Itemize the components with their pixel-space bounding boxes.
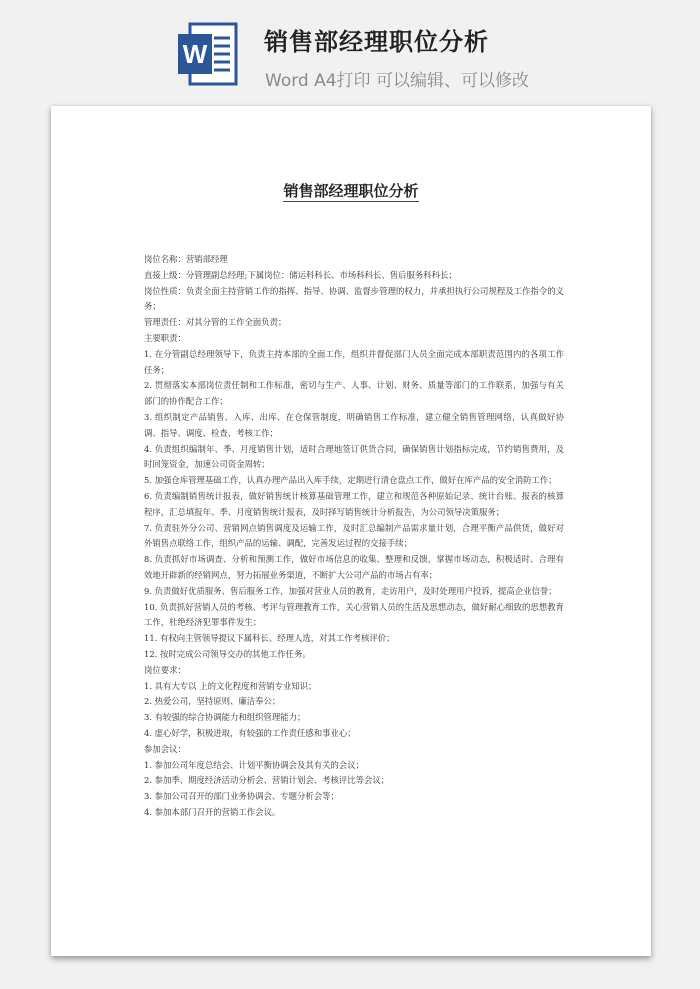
body-line: 3. 有较强的综合协调能力和组织管理能力；	[144, 712, 306, 723]
body-line: 岗位名称：营销部经理	[144, 254, 228, 264]
body-line: 参加会议：	[144, 743, 186, 754]
body-line: 4. 虚心好学，积极进取，有较强的工作责任感和事业心；	[144, 727, 356, 738]
body-line: 直接上级：分管理副总经理;下属岗位：储运科科长、市场科科长、售后服务科科长；	[144, 269, 457, 280]
word-document-icon	[176, 20, 240, 88]
body-line: 2. 参加季、期度经济活动分析会、营销计划会、考核评比等会议；	[144, 775, 390, 786]
body-line: 5. 加强仓库管理基础工作，认真办理产品出入库手续，定期进行清仓盘点工作，做好在库产品的安全消防工作；	[144, 475, 557, 486]
body-line: 12. 按时完成公司领导交办的其他工作任务。	[144, 648, 311, 659]
body-line: 2. 贯彻落实本部岗位责任制和工作标准，密切与生产、人事、计划、财务、质量等部门的工作联系，加强与有关部门的协作配合工作；	[144, 380, 564, 407]
body-line: 10. 负责抓好营销人员的考核、考评与管理教育工作，关心营销人员的生活及思想动态，做好耐心细致的思想教育工作，杜绝经济犯罪事件发生；	[144, 601, 564, 628]
body-line: 9. 负责做好优质服务、售后服务工作，加强对营业人员的教育，走访用户，及时处理用户投诉，提高企业信誉；	[144, 585, 557, 596]
header-subtitle: Word A4打印 可以编辑、可以修改	[265, 71, 529, 91]
document-title-text: 销售部经理职位分析	[283, 182, 419, 200]
body-line: 1. 参加公司年度总结会、计划平衡协调会及其有关的会议；	[144, 759, 365, 770]
word-icon-letter: W	[182, 39, 208, 69]
body-line: 11. 有权向主管领导提议下属科长、经理人选，对其工作考核评价；	[144, 633, 395, 644]
body-line: 4. 负责组织编制年、季、月度销售计划，适时合理地签订供货合同，确保销售计划指标完成，节约销售费用，及时回笼资金，加速公司资金周转；	[144, 443, 564, 470]
body-line: 2. 热爱公司，坚持原则、廉洁奉公；	[144, 696, 281, 707]
body-line: 岗位要求：	[144, 664, 186, 675]
header	[0, 0, 700, 105]
body-line: 主要职责：	[144, 332, 186, 343]
document-body	[144, 252, 564, 821]
body-line: 6. 负责编制销售统计报表，做好销售统计核算基础管理工作，建立和规范各种原始记录、统计台账、报表的核算程序，汇总填报年、季、月度销售统计报表，及时择写销售统计分析报告，为公司领导决策服务；	[144, 490, 564, 517]
body-line: 4. 参加本部门召开的营销工作会议。	[144, 806, 281, 817]
document-page	[51, 106, 651, 956]
header-title: 销售部经理职位分析	[264, 28, 489, 56]
body-line: 8. 负责抓好市场调查、分析和预测工作，做好市场信息的收集、整理和反馈，掌握市场动态，积极适时、合理有效地开辟新的经销网点，努力拓展业务渠道，不断扩大公司产品的市场占有率；	[144, 554, 564, 580]
body-line: 管理责任：对其分管的工作全面负责；	[144, 317, 287, 328]
body-line: 3. 参加公司召开的部门业务协调会、专题分析会等；	[144, 791, 339, 802]
body-line: 1. 具有大专以 上的文化程度和营销专业知识；	[144, 680, 317, 691]
body-line: 3. 组织制定产品销售、入库、出库、在仓保管制度，明确销售工作标准，建立健全销售管理网络，认真做好协调、指导、调度、检查、考核工作；	[144, 411, 564, 438]
body-line: 岗位性质：负责全面主持营销工作的指挥、指导、协调、监督步管理的权力，并承担执行公司规程及工作指令的义务；	[144, 285, 564, 312]
body-line: 1. 在分管副总经理领导下，负责主持本部的全面工作，组织并督促部门人员全面完成本部职责范围内的各项工作任务；	[144, 348, 564, 375]
document-title	[51, 180, 651, 201]
body-line: 7. 负责驻外分公司、营销网点销售调度及运输工作，及时汇总编制产品需求量计划，合理平衡产品供货，做好对外销售点联络工作，组织产品的运输、调配，完善发运过程的交接手续；	[144, 522, 564, 549]
